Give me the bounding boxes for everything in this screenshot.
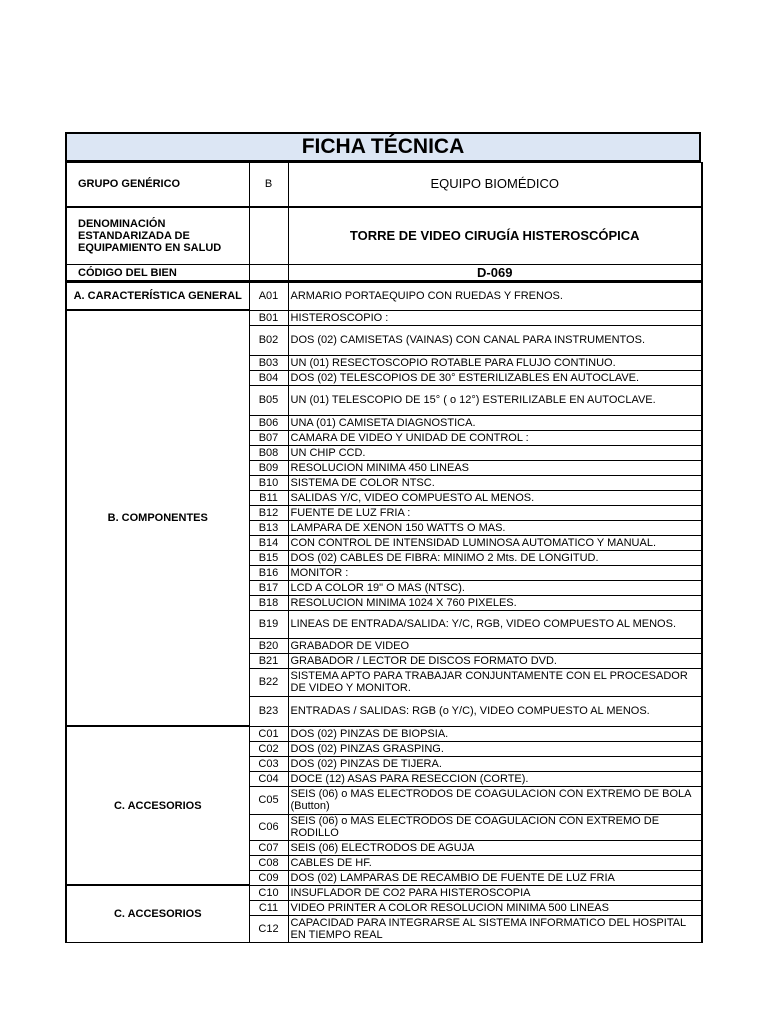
item-code: B17: [249, 580, 288, 595]
denominacion-value: TORRE DE VIDEO CIRUGÍA HISTEROSCÓPICA: [288, 207, 702, 265]
item-description: GRABADOR DE VIDEO: [288, 638, 702, 653]
item-code: C09: [249, 870, 288, 885]
table-row: [66, 282, 702, 310]
item-description: DOS (02) PINZAS DE BIOPSIA.: [288, 726, 702, 741]
item-code: B14: [249, 535, 288, 550]
item-description: SISTEMA APTO PARA TRABAJAR CONJUNTAMENTE CON EL PROCESADOR DE VIDEO Y MONITOR.: [288, 668, 702, 696]
item-description: DOS (02) PINZAS DE TIJERA.: [288, 756, 702, 771]
item-description: DOS (02) LAMPARAS DE RECAMBIO DE FUENTE DE LUZ FRIA: [288, 870, 702, 885]
item-description: UN (01) RESECTOSCOPIO ROTABLE PARA FLUJO CONTINUO.: [288, 355, 702, 370]
item-description: DOCE (12) ASAS PARA RESECCION (CORTE).: [288, 771, 702, 786]
item-description: SALIDAS Y/C, VIDEO COMPUESTO AL MENOS.: [288, 490, 702, 505]
section-label: C. ACCESORIOS: [66, 885, 249, 942]
codigo-bien-value: D-069: [288, 265, 702, 281]
item-description: FUENTE DE LUZ FRIA :: [288, 505, 702, 520]
header-table: [65, 162, 703, 281]
item-description: ENTRADAS / SALIDAS: RGB (o Y/C), VIDEO COMPUESTO AL MENOS.: [288, 696, 702, 726]
item-code: B22: [249, 668, 288, 696]
item-code: C01: [249, 726, 288, 741]
item-code: C12: [249, 915, 288, 942]
item-description: UN (01) TELESCOPIO DE 15° ( o 12°) ESTERILIZABLE EN AUTOCLAVE.: [288, 385, 702, 415]
grupo-generico-value: EQUIPO BIOMÉDICO: [288, 163, 702, 207]
item-code: B02: [249, 325, 288, 355]
item-code: B23: [249, 696, 288, 726]
item-code: C02: [249, 741, 288, 756]
item-description: UN CHIP CCD.: [288, 445, 702, 460]
grupo-generico-code: B: [249, 163, 288, 207]
codigo-bien-label: CÓDIGO DEL BIEN: [66, 265, 249, 281]
table-row: [66, 885, 702, 900]
item-description: SEIS (06) o MAS ELECTRODOS DE COAGULACION CON EXTREMO DE RODILLO: [288, 814, 702, 840]
item-code: B01: [249, 310, 288, 325]
item-description: LINEAS DE ENTRADA/SALIDA: Y/C, RGB, VIDEO COMPUESTO AL MENOS.: [288, 610, 702, 638]
item-code: A01: [249, 282, 288, 310]
item-description: DOS (02) CABLES DE FIBRA: MINIMO 2 Mts. DE LONGITUD.: [288, 550, 702, 565]
table-row: [66, 726, 702, 741]
sheet-title: FICHA TÉCNICA: [65, 132, 701, 162]
table-row: [66, 310, 702, 325]
denominacion-label: DENOMINACIÓN ESTANDARIZADA DE EQUIPAMIENTO EN SALUD: [66, 207, 249, 265]
item-code: B04: [249, 370, 288, 385]
grupo-generico-label: GRUPO GENÉRICO: [66, 163, 249, 207]
item-code: B07: [249, 430, 288, 445]
item-description: LAMPARA DE XENON 150 WATTS O MAS.: [288, 520, 702, 535]
item-code: B06: [249, 415, 288, 430]
item-description: RESOLUCION MINIMA 450 LINEAS: [288, 460, 702, 475]
item-description: LCD A COLOR 19" O MAS (NTSC).: [288, 580, 702, 595]
item-description: VIDEO PRINTER A COLOR RESOLUCION MINIMA 500 LINEAS: [288, 900, 702, 915]
items-table: [65, 281, 703, 943]
item-description: SEIS (06) ELECTRODOS DE AGUJA: [288, 840, 702, 855]
item-code: B03: [249, 355, 288, 370]
item-description: HISTEROSCOPIO :: [288, 310, 702, 325]
item-code: C07: [249, 840, 288, 855]
section-label: C. ACCESORIOS: [66, 726, 249, 885]
item-description: CAPACIDAD PARA INTEGRARSE AL SISTEMA INFORMATICO DEL HOSPITAL EN TIEMPO REAL: [288, 915, 702, 942]
section-label: B. COMPONENTES: [66, 310, 249, 726]
denominacion-code: [249, 207, 288, 265]
item-code: C08: [249, 855, 288, 870]
item-description: DOS (02) PINZAS GRASPING.: [288, 741, 702, 756]
item-code: C06: [249, 814, 288, 840]
item-code: B11: [249, 490, 288, 505]
item-code: B15: [249, 550, 288, 565]
item-code: B10: [249, 475, 288, 490]
item-description: RESOLUCION MINIMA 1024 X 760 PIXELES.: [288, 595, 702, 610]
item-code: B08: [249, 445, 288, 460]
item-description: ARMARIO PORTAEQUIPO CON RUEDAS Y FRENOS.: [288, 282, 702, 310]
item-code: B21: [249, 653, 288, 668]
item-code: C03: [249, 756, 288, 771]
item-description: CAMARA DE VIDEO Y UNIDAD DE CONTROL :: [288, 430, 702, 445]
item-code: B12: [249, 505, 288, 520]
item-description: CABLES DE HF.: [288, 855, 702, 870]
item-description: MONITOR :: [288, 565, 702, 580]
item-code: C05: [249, 786, 288, 814]
section-label: A. CARACTERÍSTICA GENERAL: [66, 282, 249, 310]
item-description: INSUFLADOR DE CO2 PARA HISTEROSCOPIA: [288, 885, 702, 900]
item-code: B09: [249, 460, 288, 475]
item-description: DOS (02) CAMISETAS (VAINAS) CON CANAL PARA INSTRUMENTOS.: [288, 325, 702, 355]
item-code: B18: [249, 595, 288, 610]
item-description: CON CONTROL DE INTENSIDAD LUMINOSA AUTOMATICO Y MANUAL.: [288, 535, 702, 550]
item-code: B05: [249, 385, 288, 415]
item-code: B16: [249, 565, 288, 580]
ficha-tecnica-sheet: [65, 132, 701, 943]
item-code: B13: [249, 520, 288, 535]
item-description: GRABADOR / LECTOR DE DISCOS FORMATO DVD.: [288, 653, 702, 668]
item-code: B20: [249, 638, 288, 653]
item-description: SEIS (06) o MAS ELECTRODOS DE COAGULACION CON EXTREMO DE BOLA (Button): [288, 786, 702, 814]
codigo-bien-code: [249, 265, 288, 281]
item-code: C11: [249, 900, 288, 915]
item-code: C10: [249, 885, 288, 900]
item-description: SISTEMA DE COLOR NTSC.: [288, 475, 702, 490]
item-description: DOS (02) TELESCOPIOS DE 30° ESTERILIZABLES EN AUTOCLAVE.: [288, 370, 702, 385]
item-code: C04: [249, 771, 288, 786]
item-code: B19: [249, 610, 288, 638]
item-description: UNA (01) CAMISETA DIAGNOSTICA.: [288, 415, 702, 430]
